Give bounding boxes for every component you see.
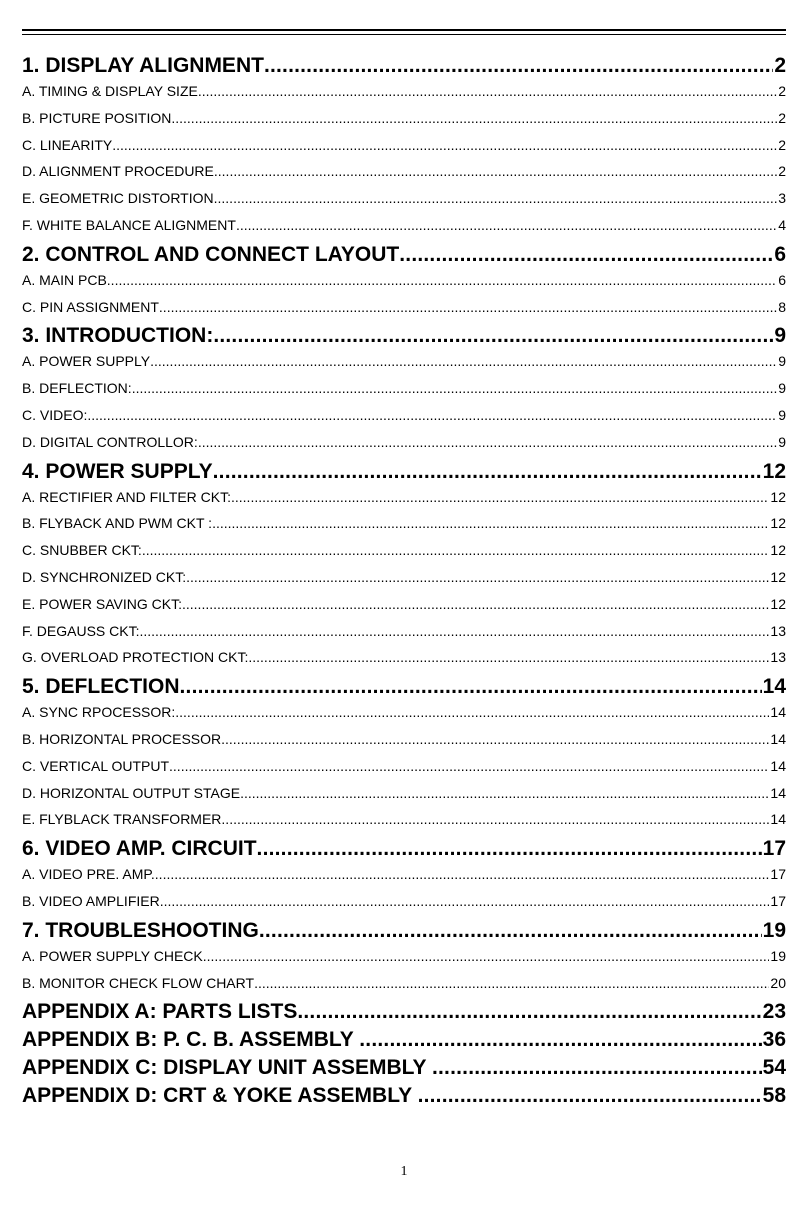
toc-entry-title: A. MAIN PCB [22,271,107,288]
toc-subsection-entry [22,348,786,375]
toc-section-entry [22,833,786,861]
toc-entry-title: G. OVERLOAD PROTECTION CKT: [22,649,249,666]
toc-page-number: 12 [762,459,786,483]
toc-dot-leader [212,510,769,537]
toc-entry-title: B. PICTURE POSITION [22,109,172,126]
page-number: 1 [400,1164,408,1179]
toc-section-entry [22,915,786,943]
toc-page-number: 9 [778,380,786,397]
toc-dot-leader [132,375,778,402]
toc-section-entry [22,50,786,78]
toc-page-number: 3 [778,190,786,207]
toc-page-number: 19 [762,918,786,942]
toc-subsection-entry [22,510,786,537]
toc-page-number: 14 [770,757,786,774]
header-rule-thick [22,29,786,31]
toc-page-number: 17 [762,837,786,861]
toc-entry-title: 5. DEFLECTION [22,675,180,699]
toc-dot-leader [87,402,777,429]
toc-entry-title: A. SYNC RPOCESSOR: [22,704,176,721]
toc-page-number: 9 [774,324,786,348]
toc-entry-title: C. PIN ASSIGNMENT [22,298,159,315]
toc-entry-title: 4. POWER SUPPLY [22,459,213,483]
toc-page-number: 36 [762,1028,786,1052]
toc-subsection-entry [22,888,786,915]
toc-dot-leader [359,1024,761,1052]
toc-entry-title: D. DIGITAL CONTROLLOR: [22,433,198,450]
toc-subsection-entry [22,699,786,726]
toc-subsection-entry [22,484,786,511]
toc-dot-leader [259,915,762,943]
toc-subsection-entry [22,132,786,159]
toc-dot-leader [236,212,777,239]
toc-page-number: 9 [778,406,786,423]
toc-subsection-entry [22,644,786,671]
toc-subsection-entry [22,943,786,970]
toc-page-number: 17 [770,892,786,909]
toc-subsection-entry [22,375,786,402]
toc-section-entry [22,320,786,348]
toc-entry-title: A. POWER SUPPLY [22,353,151,370]
toc-entry-title: E. GEOMETRIC DISTORTION [22,190,214,207]
toc-dot-leader [248,644,769,671]
toc-subsection-entry [22,618,786,645]
toc-page-number: 20 [770,974,786,991]
toc-dot-leader [160,888,770,915]
toc-section-entry [22,996,786,1024]
toc-dot-leader [155,861,770,888]
toc-dot-leader [221,806,769,833]
toc-dot-leader [112,132,777,159]
toc-entry-title: A. VIDEO PRE. AMP. [22,866,155,883]
toc-entry-title: D. HORIZONTAL OUTPUT STAGE [22,784,241,801]
toc-dot-leader [399,239,773,267]
toc-page-number: 8 [778,298,786,315]
toc-dot-leader [186,564,769,591]
toc-dot-leader [150,348,777,375]
toc-section-entry [22,239,786,267]
toc-entry-title: B. FLYBACK AND PWM CKT : [22,515,213,532]
toc-page-number: 6 [774,242,786,266]
toc-subsection-entry [22,158,786,185]
toc-dot-leader [240,780,769,807]
toc-subsection-entry [22,185,786,212]
toc-page-number: 12 [770,488,786,505]
toc-subsection-entry [22,78,786,105]
toc-dot-leader [213,320,773,348]
toc-subsection-entry [22,212,786,239]
toc-subsection-entry [22,564,786,591]
toc-entry-title: 2. CONTROL AND CONNECT LAYOUT [22,242,400,266]
toc-section-entry [22,1052,786,1080]
toc-page-number: 2 [774,54,786,77]
toc-entry-title: B. MONITOR CHECK FLOW CHART [22,974,255,991]
toc-subsection-entry [22,537,786,564]
toc-page-number: 2 [778,163,786,180]
toc-dot-leader [159,294,777,321]
toc-dot-leader [432,1052,762,1080]
toc-entry-title: 6. VIDEO AMP. CIRCUIT [22,837,257,861]
toc-entry-title: E. POWER SAVING CKT: [22,595,182,612]
toc-dot-leader [142,537,770,564]
toc-entry-title: A. POWER SUPPLY CHECK [22,947,203,964]
toc-page-number: 12 [770,595,786,612]
toc-page-number: 4 [778,216,786,233]
toc-page-number: 13 [770,622,786,639]
toc-dot-leader [254,970,769,997]
header-rule-thin [22,34,786,35]
toc-subsection-entry [22,429,786,456]
toc-dot-leader [180,671,762,699]
toc-subsection-entry [22,806,786,833]
toc-entry-title: APPENDIX A: PARTS LISTS [22,1000,298,1024]
toc-subsection-entry [22,294,786,321]
toc-entry-title: B. HORIZONTAL PROCESSOR [22,730,222,747]
toc-entry-title: 1. DISPLAY ALIGNMENT [22,54,264,77]
toc-subsection-entry [22,591,786,618]
toc-dot-leader [418,1080,762,1108]
toc-entry-title: 3. INTRODUCTION: [22,324,214,348]
toc-page-number: 54 [762,1056,786,1080]
toc-entry-title: B. VIDEO AMPLIFIER [22,892,160,909]
toc-page-number: 14 [770,704,786,721]
toc-page-number: 14 [762,675,786,699]
toc-dot-leader [198,429,777,456]
toc-subsection-entry [22,105,786,132]
toc-entry-title: A. RECTIFIER AND FILTER CKT: [22,488,231,505]
toc-page-number: 58 [762,1084,786,1108]
table-of-contents [22,50,786,1108]
toc-dot-leader [214,185,778,212]
toc-page-number: 13 [770,649,786,666]
toc-dot-leader [214,158,777,185]
toc-entry-title: APPENDIX B: P. C. B. ASSEMBLY [22,1028,360,1052]
toc-dot-leader [171,105,777,132]
toc-page-number: 14 [770,730,786,747]
toc-section-entry [22,456,786,484]
toc-dot-leader [221,726,769,753]
toc-page-number: 23 [762,1000,786,1024]
toc-entry-title: D. SYNCHRONIZED CKT: [22,568,187,585]
toc-entry-title: APPENDIX D: CRT & YOKE ASSEMBLY [22,1084,418,1108]
toc-subsection-entry [22,267,786,294]
toc-page-number: 19 [770,947,786,964]
toc-page-number: 12 [770,568,786,585]
toc-dot-leader [213,456,762,484]
toc-page-number: 2 [778,136,786,153]
toc-section-entry [22,671,786,699]
toc-entry-title: B. DEFLECTION: [22,380,132,397]
toc-subsection-entry [22,861,786,888]
toc-dot-leader [175,699,769,726]
toc-page-number: 14 [770,811,786,828]
toc-subsection-entry [22,753,786,780]
toc-entry-title: C. SNUBBER CKT: [22,542,142,559]
toc-page-number: 6 [778,271,786,288]
toc-page-number: 9 [778,353,786,370]
toc-dot-leader [257,833,762,861]
toc-subsection-entry [22,402,786,429]
toc-entry-title: APPENDIX C: DISPLAY UNIT ASSEMBLY [22,1056,432,1080]
toc-entry-title: F. WHITE BALANCE ALIGNMENT [22,216,236,233]
toc-page-number: 2 [778,109,786,126]
toc-dot-leader [139,618,769,645]
toc-subsection-entry [22,970,786,997]
toc-page-number: 14 [770,784,786,801]
toc-entry-title: C. VIDEO: [22,406,88,423]
toc-entry-title: D. ALIGNMENT PROCEDURE [22,163,214,180]
toc-page-number: 9 [778,433,786,450]
toc-page-number: 2 [778,83,786,99]
toc-section-entry [22,1024,786,1052]
toc-entry-title: F. DEGAUSS CKT: [22,622,140,639]
toc-dot-leader [203,943,770,970]
toc-entry-title: C. VERTICAL OUTPUT [22,757,170,774]
toc-dot-leader [198,78,777,105]
toc-subsection-entry [22,726,786,753]
toc-dot-leader [169,753,769,780]
toc-entry-title: 7. TROUBLESHOOTING [22,918,259,942]
toc-page-number: 12 [770,515,786,532]
toc-dot-leader [107,267,777,294]
toc-dot-leader [182,591,769,618]
toc-dot-leader [231,484,769,511]
toc-entry-title: E. FLYBLACK TRANSFORMER [22,811,222,828]
toc-subsection-entry [22,780,786,807]
toc-entry-title: C. LINEARITY [22,136,113,153]
toc-page-number: 12 [770,542,786,559]
toc-dot-leader [297,996,761,1024]
toc-entry-title: A. TIMING & DISPLAY SIZE [22,83,198,99]
toc-dot-leader [264,50,773,78]
toc-page-number: 17 [770,866,786,883]
toc-section-entry [22,1080,786,1108]
